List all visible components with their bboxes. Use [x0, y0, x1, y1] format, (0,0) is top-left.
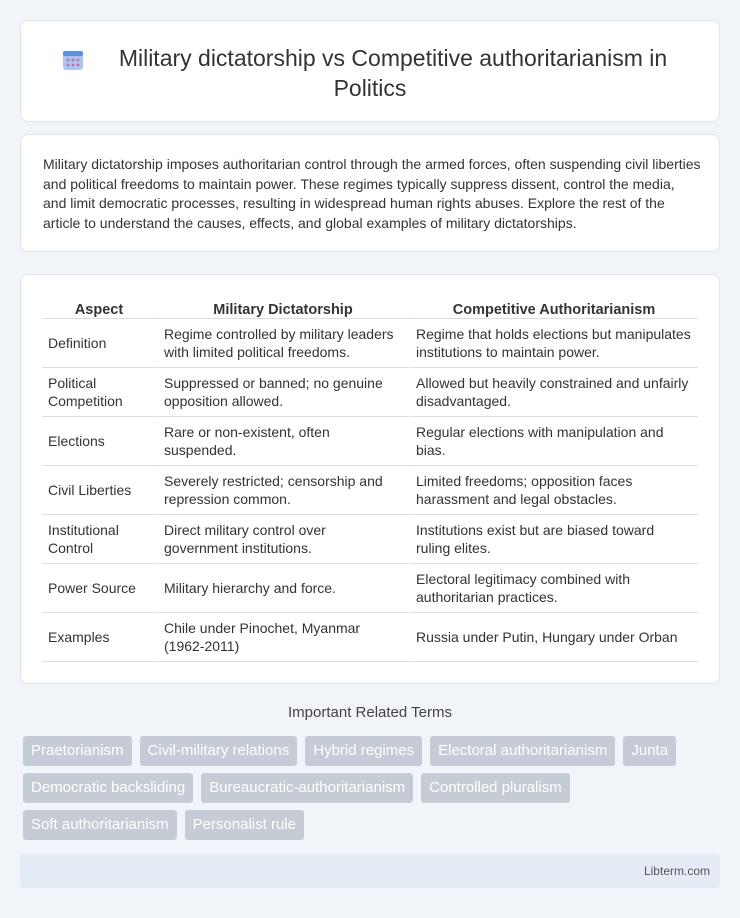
tag-electoral-authoritarianism[interactable]: Electoral authoritarianism: [430, 736, 615, 766]
page-title: [21, 43, 719, 103]
row-competitive: Regular elections with manipulation and bias.: [408, 417, 698, 466]
tag-bureaucratic-authoritarianism[interactable]: Bureaucratic-authoritarianism: [201, 773, 413, 803]
row-military: Suppressed or banned; no genuine opposition allowed.: [156, 368, 408, 417]
tag-civil-military-relations[interactable]: Civil-military relations: [140, 736, 298, 766]
page-title-line2: Politics: [333, 75, 407, 101]
row-competitive: Electoral legitimacy combined with authoritarian practices.: [408, 564, 698, 613]
row-aspect: Elections: [42, 417, 156, 466]
table-header-row: [42, 297, 698, 319]
tag-democratic-backsliding[interactable]: Democratic backsliding: [23, 773, 193, 803]
intro-card: [20, 134, 720, 252]
tag-praetorianism[interactable]: Praetorianism: [23, 736, 132, 766]
row-aspect: Institutional Control: [42, 515, 156, 564]
row-aspect: Political Competition: [42, 368, 156, 417]
row-aspect: Definition: [42, 319, 156, 368]
row-competitive: Regime that holds elections but manipulates institutions to maintain power.: [408, 319, 698, 368]
page-title-line1: Military dictatorship vs Competitive authoritarianism in: [118, 45, 668, 71]
table-row: [42, 564, 698, 613]
row-competitive: Allowed but heavily constrained and unfairly disadvantaged.: [408, 368, 698, 417]
tag-controlled-pluralism[interactable]: Controlled pluralism: [421, 773, 570, 803]
table-row: [42, 417, 698, 466]
row-aspect: Civil Liberties: [42, 466, 156, 515]
table-row: [42, 466, 698, 515]
row-competitive: Russia under Putin, Hungary under Orban: [408, 613, 698, 662]
footer: [20, 854, 720, 888]
row-military: Chile under Pinochet, Myanmar (1962-2011): [156, 613, 408, 662]
header-competitive-authoritarianism: Competitive Authoritarianism: [408, 297, 698, 319]
row-military: Direct military control over government institutions.: [156, 515, 408, 564]
tag-hybrid-regimes[interactable]: Hybrid regimes: [305, 736, 422, 766]
row-military: Military hierarchy and force.: [156, 564, 408, 613]
tag-soft-authoritarianism[interactable]: Soft authoritarianism: [23, 810, 177, 840]
table-row: [42, 515, 698, 564]
row-military: Severely restricted; censorship and repression common.: [156, 466, 408, 515]
footer-site-link[interactable]: Libterm.com: [643, 864, 710, 878]
comparison-card: [20, 274, 720, 684]
tag-junta[interactable]: Junta: [623, 736, 676, 766]
title-card: [20, 20, 720, 122]
related-terms-list: [23, 736, 723, 847]
row-aspect: Power Source: [42, 564, 156, 613]
row-military: Rare or non-existent, often suspended.: [156, 417, 408, 466]
table-row: [42, 368, 698, 417]
comparison-table: [42, 297, 698, 662]
tag-personalist-rule[interactable]: Personalist rule: [185, 810, 304, 840]
related-terms-title: Important Related Terms: [288, 704, 452, 721]
intro-paragraph: Military dictatorship imposes authoritarian control through the armed forces, often suspending civil liberties and political freedoms to maintain power. These regimes typically suppress dissent, control the media, and limit democratic processes, resulting in widespread human rights abuses. Explore the rest of the article to understand the causes, effects, and global examples of military dictatorships.: [43, 156, 701, 231]
row-competitive: Limited freedoms; opposition faces harassment and legal obstacles.: [408, 466, 698, 515]
table-row: [42, 319, 698, 368]
header-military-dictatorship: Military Dictatorship: [156, 297, 408, 319]
header-aspect: Aspect: [42, 297, 156, 319]
table-row: [42, 613, 698, 662]
row-military: Regime controlled by military leaders with limited political freedoms.: [156, 319, 408, 368]
row-competitive: Institutions exist but are biased toward ruling elites.: [408, 515, 698, 564]
row-aspect: Examples: [42, 613, 156, 662]
